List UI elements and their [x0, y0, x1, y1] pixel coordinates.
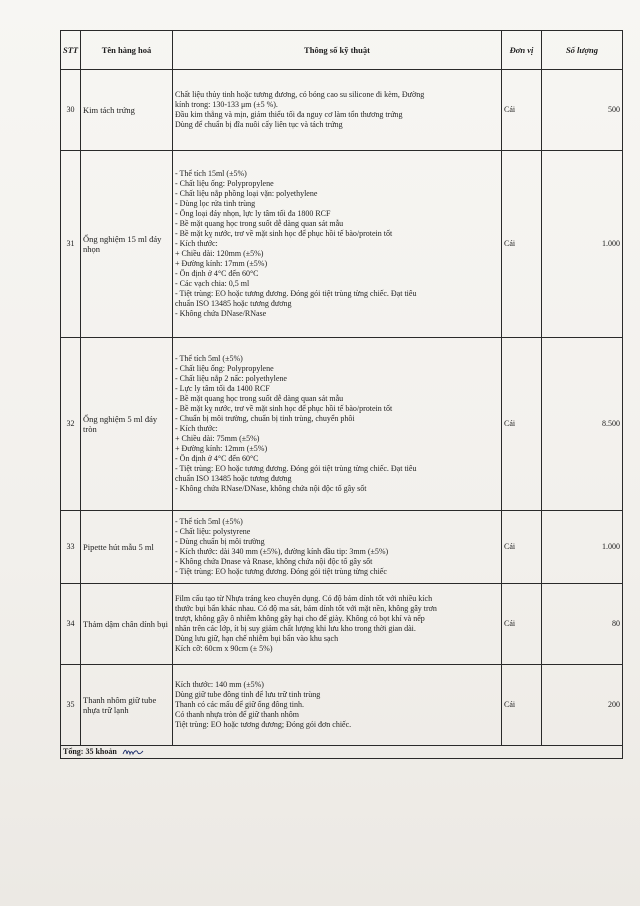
row-spec	[173, 665, 502, 746]
row-unit: Cái	[502, 70, 542, 151]
row-qty: 8.500	[542, 338, 623, 511]
spec-line: - Dùng chuẩn bị môi trường	[175, 537, 265, 546]
row-unit: Cái	[502, 665, 542, 746]
spec-line: - Chất liệu ống: Polypropylene	[175, 179, 274, 188]
spec-line: - Ống loại đáy nhọn, lực ly tâm tối đa 1800 RCF	[175, 209, 331, 218]
spec-line: - Chuẩn bị môi trường, chuẩn bị tinh trùng, chuyển phôi	[175, 414, 355, 423]
spec-line: Film cấu tạo từ Nhựa tráng keo chuyên dụng. Có độ bám dính tốt với nhiều kích	[175, 594, 433, 603]
row-qty: 1.000	[542, 151, 623, 338]
row-qty: 200	[542, 665, 623, 746]
signature-scribble	[122, 748, 144, 756]
row-stt: 35	[61, 665, 81, 746]
spec-line: kính trong: 130-133 μm (±5 %).	[175, 100, 278, 109]
total-label: Tổng: 35 khoản	[63, 747, 117, 756]
row-name: Thanh nhôm giữ tube nhựa trữ lạnh	[81, 665, 173, 746]
row-stt: 34	[61, 584, 81, 665]
spec-line: - Bề mặt quang học trong suốt dễ dàng quan sát mẫu	[175, 394, 344, 403]
spec-line: nhăn trên các lớp, ít bị suy giảm chất lượng khi lưu kho trong thời gian dài.	[175, 624, 416, 633]
spec-line: trượt, không gây ô nhiễm không gây hại cho đế giày. Không có bọt khí và nếp	[175, 614, 425, 623]
row-name: Thảm dậm chân dính bụi	[81, 584, 173, 665]
row-spec	[173, 338, 502, 511]
spec-line: - Chất liệu: polystyrene	[175, 527, 251, 536]
spec-line: - Lực ly tâm tối đa 1400 RCF	[175, 384, 270, 393]
spec-line: chuẩn ISO 13485 hoặc tương đương	[175, 299, 292, 308]
header-stt: STT	[61, 31, 81, 70]
total-row	[61, 746, 623, 759]
spec-line: - Thể tích 5ml (±5%)	[175, 354, 243, 363]
row-qty: 1.000	[542, 511, 623, 584]
spec-line: - Chất liệu nắp phồng loại vặn: polyethylene	[175, 189, 318, 198]
spec-line: Dùng giữ tube đông tinh để lưu trữ tinh trùng	[175, 690, 321, 699]
row-spec	[173, 511, 502, 584]
spec-line: - Tiệt trùng: EO hoặc tương đương. Đóng gói tiệt trùng từng chiếc	[175, 567, 387, 576]
table-row	[61, 338, 623, 511]
spec-line: + Chiều dài: 120mm (±5%)	[175, 249, 264, 258]
table-row	[61, 151, 623, 338]
spec-line: - Bề mặt kỵ nước, trơ về mặt sinh học để phục hồi tế bào/protein tốt	[175, 404, 393, 413]
table-row	[61, 584, 623, 665]
spec-line: Chất liệu thủy tinh hoặc tương đương, có bóng cao su silicone đi kèm, Đường	[175, 90, 425, 99]
row-spec	[173, 584, 502, 665]
row-qty: 500	[542, 70, 623, 151]
spec-line: Thanh có các mấu để giữ ống đông tinh.	[175, 700, 304, 709]
row-spec	[173, 151, 502, 338]
total-cell	[61, 746, 623, 759]
spec-line: - Kích thước: dài 340 mm (±5%), đường kính đầu tip: 3mm (±5%)	[175, 547, 389, 556]
spec-line: - Tiệt trùng: EO hoặc tương đương. Đóng gói tiệt trùng từng chiếc. Đạt tiêu	[175, 464, 417, 473]
row-qty: 80	[542, 584, 623, 665]
spec-line: - Chất liệu ống: Polypropylene	[175, 364, 274, 373]
row-unit: Cái	[502, 584, 542, 665]
spec-line: Kích thước: 140 mm (±5%)	[175, 680, 264, 689]
table-header-row	[61, 31, 623, 70]
header-spec: Thông số kỹ thuật	[173, 31, 502, 70]
spec-line: - Kích thước:	[175, 239, 218, 248]
header-name: Tên hàng hoá	[81, 31, 173, 70]
row-unit: Cái	[502, 151, 542, 338]
row-name: Pipette hút mẫu 5 ml	[81, 511, 173, 584]
spec-line: - Bề mặt kỵ nước, trơ về mặt sinh học để phục hồi tế bào/protein tốt	[175, 229, 393, 238]
spec-line: - Không chứa RNase/DNase, không chứa nội độc tố gây sốt	[175, 484, 367, 493]
row-name: Kim tách trứng	[81, 70, 173, 151]
spec-line: - Bề mặt quang học trong suốt dễ dàng quan sát mẫu	[175, 219, 344, 228]
row-unit: Cái	[502, 511, 542, 584]
spec-line: - Thể tích 5ml (±5%)	[175, 517, 243, 526]
spec-line: - Dùng lọc rửa tinh trùng	[175, 199, 256, 208]
row-stt: 32	[61, 338, 81, 511]
spec-line: Có thanh nhựa tròn để giữ thanh nhôm	[175, 710, 299, 719]
spec-line: + Đường kính: 17mm (±5%)	[175, 259, 268, 268]
specification-table	[60, 30, 623, 759]
table-row	[61, 511, 623, 584]
spec-line: Dùng để chuẩn bị đĩa nuôi cấy liên tục và tách trứng	[175, 120, 343, 129]
row-name: Ống nghiệm 5 ml đáy tròn	[81, 338, 173, 511]
spec-line: Tiệt trùng: EO hoặc tương đương; Đóng gói đơn chiếc.	[175, 720, 352, 729]
header-qty: Số lượng	[542, 31, 623, 70]
spec-line: - Tiệt trùng: EO hoặc tương đương. Đóng gói tiệt trùng từng chiếc. Đạt tiêu	[175, 289, 417, 298]
spec-line: - Thể tích 15ml (±5%)	[175, 169, 247, 178]
spec-line: thước bụi bẩn khác nhau. Có độ ma sát, bám dính tốt với mặt nền, không gây trơn	[175, 604, 437, 613]
spec-line: - Các vạch chia: 0,5 ml	[175, 279, 250, 288]
row-unit: Cái	[502, 338, 542, 511]
row-spec	[173, 70, 502, 151]
spec-line: Đầu kim thẳng và mịn, giảm thiểu tối đa nguy cơ làm tổn thương trứng	[175, 110, 403, 119]
spec-line: - Kích thước:	[175, 424, 218, 433]
spec-line: Dùng lưu giữ, hạn chế nhiễm bụi bẩn vào khu sạch	[175, 634, 339, 643]
spec-line: chuẩn ISO 13485 hoặc tương đương	[175, 474, 292, 483]
row-stt: 30	[61, 70, 81, 151]
spec-line: + Chiều dài: 75mm (±5%)	[175, 434, 260, 443]
spec-line: - Ổn định ở 4°C đến 60°C	[175, 269, 259, 278]
spec-line: - Không chứa Dnase và Rnase, không chứa nội độc tố gây sốt	[175, 557, 373, 566]
spec-line: - Chất liệu nắp 2 nấc: polyethylene	[175, 374, 287, 383]
header-unit: Đơn vị	[502, 31, 542, 70]
table-row	[61, 70, 623, 151]
row-stt: 31	[61, 151, 81, 338]
row-name: Ống nghiệm 15 ml đáy nhọn	[81, 151, 173, 338]
spec-line: Kích cỡ: 60cm x 90cm (± 5%)	[175, 644, 273, 653]
row-stt: 33	[61, 511, 81, 584]
spec-line: - Không chứa DNase/RNase	[175, 309, 267, 318]
spec-line: - Ổn định ở 4°C đến 60°C	[175, 454, 259, 463]
table-row	[61, 665, 623, 746]
spec-line: + Đường kính: 12mm (±5%)	[175, 444, 268, 453]
